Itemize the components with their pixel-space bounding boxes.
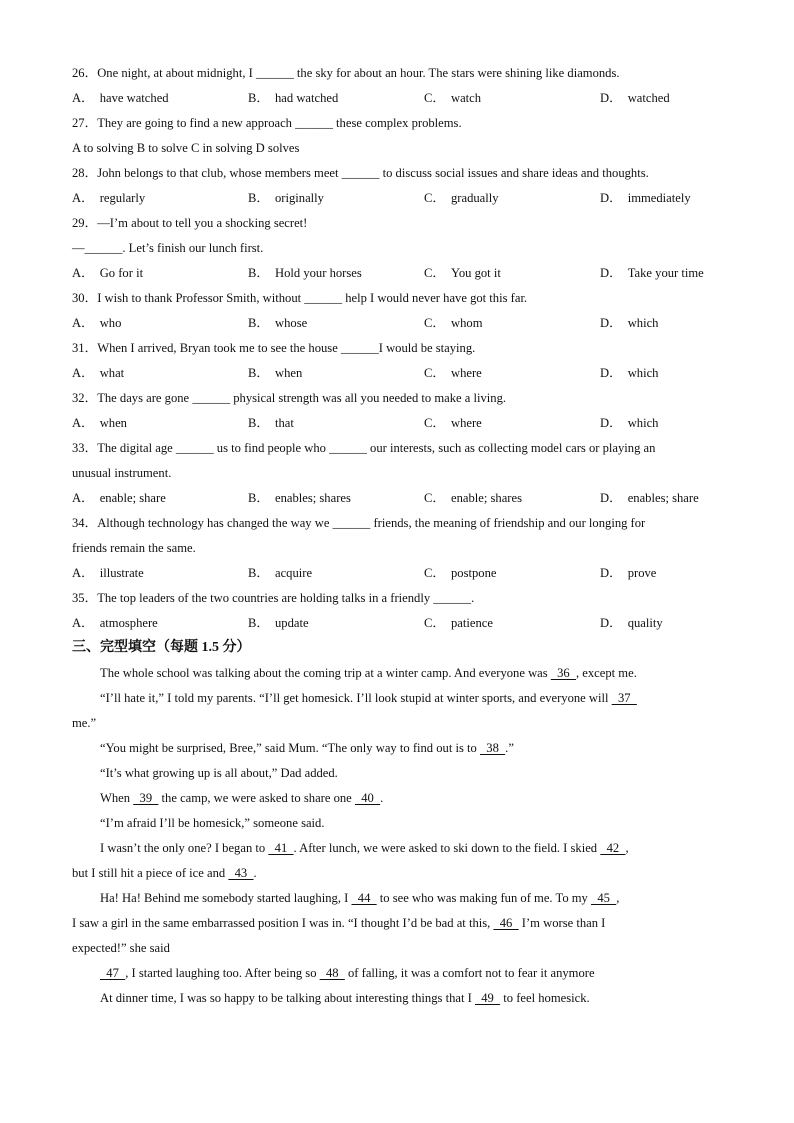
stem-text: Although technology has changed the way we: [97, 516, 333, 530]
option: [424, 88, 600, 113]
option-text: have watched: [99, 91, 169, 105]
passage-line: [72, 913, 732, 938]
option-text: illustrate: [99, 566, 144, 580]
option-key: D．: [600, 191, 622, 205]
option-text: whose: [275, 316, 308, 330]
option-key: B．: [248, 266, 269, 280]
passage-text: .: [253, 866, 257, 880]
answer-blank: ______: [295, 116, 333, 130]
answer-blank: ______: [340, 341, 379, 355]
passage-line: [72, 988, 732, 1013]
stem-text: —: [72, 241, 85, 255]
option-text: which: [627, 316, 659, 330]
stem-continuation: unusual instrument.: [72, 466, 172, 480]
passage-text: .”: [505, 741, 514, 755]
question-stem: [72, 588, 732, 613]
answer-blank: ______: [433, 591, 472, 605]
option: [424, 413, 600, 438]
option: [72, 363, 248, 388]
option: [600, 613, 732, 638]
option-key: A．: [72, 91, 94, 105]
passage-text: I saw a girl in the same embarrassed position I was in. “I thought I’d be bad at this,: [72, 916, 494, 930]
question-number: 26．: [72, 66, 98, 80]
question-number: 30．: [72, 291, 98, 305]
option: [248, 413, 424, 438]
stem-text: friends, the meaning of friendship and our longing for: [370, 516, 646, 530]
option-key: B．: [248, 566, 269, 580]
passage-text: “You might be surprised, Bree,” said Mum. “The only way to find out is to: [100, 741, 480, 755]
passage-text: “I’ll hate it,” I told my parents. “I’ll get homesick. I’ll look stupid at winter sports, and everyone will: [100, 691, 612, 705]
option-text: who: [99, 316, 122, 330]
question-stem: [72, 288, 732, 313]
option-key: C．: [424, 366, 445, 380]
option: [424, 188, 600, 213]
option-key: B．: [248, 416, 269, 430]
passage-text: At dinner time, I was so happy to be talking about interesting things that I: [100, 991, 475, 1005]
option-key: D．: [600, 616, 622, 630]
option-key: D．: [600, 566, 622, 580]
option-key: C．: [424, 191, 445, 205]
option-key: D．: [600, 266, 622, 280]
stem-text: physical strength was all you needed to make a living.: [230, 391, 507, 405]
passage-text: I wasn’t the only one? I began to: [100, 841, 269, 855]
option-text: gradually: [451, 191, 499, 205]
option-text: that: [275, 416, 294, 430]
passage-line: [72, 763, 732, 788]
option-key: A．: [72, 266, 94, 280]
answer-blank: ______: [304, 291, 343, 305]
option-key: A．: [72, 316, 94, 330]
option: [248, 563, 424, 588]
reply-line: [72, 238, 732, 263]
question-stem: [72, 438, 732, 463]
stem-text: these complex problems.: [332, 116, 462, 130]
question-number: 32．: [72, 391, 98, 405]
question-stem: [72, 113, 732, 138]
passage-text: of falling, it was a comfort not to fear it anymore: [344, 966, 595, 980]
options-row: [72, 88, 732, 113]
options-row: [72, 488, 732, 513]
passage-text: When: [100, 791, 134, 805]
passage-line: [72, 788, 732, 813]
options-row: [72, 613, 732, 638]
stem-text: .: [471, 591, 475, 605]
option-key: B．: [248, 91, 269, 105]
passage-line: [72, 938, 732, 963]
option-key: D．: [600, 491, 622, 505]
inline-options: A to solving B to solve C in solving D solves: [72, 141, 300, 155]
passage-text: to see who was making fun of me. To my: [376, 891, 592, 905]
passage-line: [72, 863, 732, 888]
option-text: when: [275, 366, 303, 380]
option: [424, 263, 600, 288]
option-text: Hold your horses: [275, 266, 362, 280]
option-text: immediately: [627, 191, 691, 205]
stem-text: the sky for about an hour. The stars were shining like diamonds.: [293, 66, 620, 80]
options-row: [72, 263, 732, 288]
option-key: D．: [600, 316, 622, 330]
cloze-blank: 46: [493, 916, 519, 930]
cloze-blank: 42: [600, 841, 626, 855]
option: [72, 613, 248, 638]
option-text: enables; shares: [275, 491, 351, 505]
passage-line: [72, 713, 732, 738]
option-key: C．: [424, 616, 445, 630]
option: [600, 188, 732, 213]
options-row: [72, 413, 732, 438]
option-key: A．: [72, 366, 94, 380]
stem-text: They are going to find a new approach: [97, 116, 296, 130]
option-key: C．: [424, 91, 445, 105]
stem-continuation: friends remain the same.: [72, 541, 196, 555]
option-key: B．: [248, 316, 269, 330]
option-key: B．: [248, 366, 269, 380]
answer-blank: ______: [341, 166, 380, 180]
option-text: acquire: [275, 566, 313, 580]
option: [72, 188, 248, 213]
passage-text: me.”: [72, 716, 97, 730]
passage-text: , except me.: [576, 666, 637, 680]
option: [248, 88, 424, 113]
stem-text: One night, at about midnight, I: [97, 66, 256, 80]
option: [600, 488, 732, 513]
option-text: originally: [275, 191, 324, 205]
stem-text: The days are gone: [97, 391, 193, 405]
option-key: C．: [424, 266, 445, 280]
exam-page: [72, 63, 732, 1013]
option-key: D．: [600, 91, 622, 105]
option-key: C．: [424, 491, 445, 505]
option: [72, 563, 248, 588]
option-text: watched: [627, 91, 670, 105]
passage-line: [72, 738, 732, 763]
stem-text: When I arrived, Bryan took me to see the house: [97, 341, 341, 355]
answer-blank: ______: [175, 441, 214, 455]
stem-text: help I would never have got this far.: [342, 291, 528, 305]
option-text: You got it: [451, 266, 501, 280]
option: [248, 363, 424, 388]
option: [248, 263, 424, 288]
passage-text: .: [380, 791, 384, 805]
option: [600, 263, 732, 288]
option: [72, 413, 248, 438]
option-key: C．: [424, 416, 445, 430]
stem-text: to discuss social issues and share ideas and thoughts.: [379, 166, 649, 180]
option-key: B．: [248, 616, 269, 630]
cloze-blank: 45: [591, 891, 617, 905]
option-text: watch: [451, 91, 482, 105]
stem-text: The top leaders of the two countries are holding talks in a friendly: [97, 591, 434, 605]
question-number: 29．: [72, 216, 98, 230]
passage-line: [72, 688, 732, 713]
question-stem: [72, 338, 732, 363]
passage-text: I’m worse than I: [518, 916, 606, 930]
option-key: C．: [424, 566, 445, 580]
passage-line: [72, 888, 732, 913]
option-text: enable; shares: [451, 491, 522, 505]
option: [248, 188, 424, 213]
option-text: quality: [627, 616, 663, 630]
option: [248, 313, 424, 338]
stem-text: The digital age: [97, 441, 176, 455]
option-text: prove: [627, 566, 657, 580]
option-text: postpone: [451, 566, 497, 580]
options-row: [72, 563, 732, 588]
option: [424, 563, 600, 588]
stem-text: John belongs to that club, whose members meet: [97, 166, 342, 180]
cloze-blank: 36: [550, 666, 576, 680]
option-key: A．: [72, 491, 94, 505]
passage-text: “It’s what growing up is all about,” Dad added.: [100, 766, 338, 780]
option: [424, 488, 600, 513]
option-text: Go for it: [99, 266, 144, 280]
answer-blank: ______: [329, 441, 367, 455]
cloze-blank: 43: [228, 866, 254, 880]
cloze-blank: 44: [351, 891, 377, 905]
option-text: where: [451, 416, 482, 430]
option-text: atmosphere: [99, 616, 158, 630]
cloze-blank: 41: [268, 841, 294, 855]
stem-text: —I’m about to tell you a shocking secret!: [97, 216, 308, 230]
option: [600, 413, 732, 438]
option-key: B．: [248, 491, 269, 505]
option: [424, 313, 600, 338]
cloze-blank: 40: [354, 791, 381, 805]
option-text: regularly: [99, 191, 146, 205]
cloze-blank: 38: [479, 741, 506, 755]
option-text: enable; share: [99, 491, 166, 505]
stem-text: I wish to thank Professor Smith, without: [97, 291, 305, 305]
passage-text: expected!” she said: [72, 941, 170, 955]
option: [72, 263, 248, 288]
option-key: B．: [248, 191, 269, 205]
question-stem: [72, 213, 732, 238]
passage-text: but I still hit a piece of ice and: [72, 866, 229, 880]
passage-line: [72, 963, 732, 988]
question-number: 33．: [72, 441, 98, 455]
option: [424, 363, 600, 388]
passage-text: Ha! Ha! Behind me somebody started laughing, I: [100, 891, 352, 905]
option-text: update: [275, 616, 309, 630]
stem-text: . Let’s finish our lunch first.: [122, 241, 264, 255]
option-key: A．: [72, 191, 94, 205]
option-key: A．: [72, 616, 94, 630]
question-number: 28．: [72, 166, 98, 180]
passage-text: ,: [616, 891, 620, 905]
option-text: which: [627, 416, 659, 430]
options-row: [72, 313, 732, 338]
option: [600, 563, 732, 588]
option: [600, 363, 732, 388]
section-heading: 三、完型填空（每题 1.5 分）: [72, 640, 251, 655]
option-text: when: [99, 416, 127, 430]
stem-text: I would be staying.: [378, 341, 476, 355]
answer-blank: ______: [332, 516, 371, 530]
question-number: 27．: [72, 116, 98, 130]
passage-text: , I started laughing too. After being so: [125, 966, 320, 980]
cloze-blank: 37: [611, 691, 637, 705]
option-text: which: [627, 366, 659, 380]
answer-blank: ______: [84, 241, 123, 255]
passage-text: ,: [625, 841, 629, 855]
passage-line: [72, 813, 732, 838]
question-stem: [72, 388, 732, 413]
option: [600, 88, 732, 113]
option-text: enables; share: [627, 491, 699, 505]
passage-text: the camp, we were asked to share one: [158, 791, 355, 805]
passage-text: “I’m afraid I’ll be homesick,” someone said.: [100, 816, 325, 830]
stem-text: us to find people who: [213, 441, 330, 455]
options-row: [72, 363, 732, 388]
option: [72, 313, 248, 338]
question-number: 34．: [72, 516, 98, 530]
question-stem: [72, 163, 732, 188]
question-number: 35．: [72, 591, 98, 605]
option: [72, 88, 248, 113]
cloze-blank: 48: [319, 966, 345, 980]
option: [424, 613, 600, 638]
question-stem: [72, 513, 732, 538]
answer-blank: ______: [192, 391, 231, 405]
passage-text: . After lunch, we were asked to ski down to the field. I skied: [293, 841, 601, 855]
option-text: where: [451, 366, 482, 380]
option-text: Take your time: [627, 266, 704, 280]
option-key: A．: [72, 566, 94, 580]
option-key: D．: [600, 416, 622, 430]
option: [72, 488, 248, 513]
options-row: [72, 188, 732, 213]
option-key: D．: [600, 366, 622, 380]
passage-text: The whole school was talking about the coming trip at a winter camp. And everyone was: [100, 666, 551, 680]
question-stem: [72, 63, 732, 88]
stem-text: our interests, such as collecting model cars or playing an: [366, 441, 656, 455]
cloze-blank: 47: [100, 966, 126, 980]
option-text: had watched: [275, 91, 339, 105]
passage-text: to feel homesick.: [500, 991, 590, 1005]
option-text: what: [99, 366, 125, 380]
option-text: whom: [451, 316, 483, 330]
option: [248, 488, 424, 513]
option: [600, 313, 732, 338]
option-key: A．: [72, 416, 94, 430]
option-text: patience: [451, 616, 493, 630]
cloze-blank: 39: [133, 791, 159, 805]
cloze-blank: 49: [474, 991, 501, 1005]
passage-line: [72, 663, 732, 688]
question-number: 31．: [72, 341, 98, 355]
passage-line: [72, 838, 732, 863]
option: [248, 613, 424, 638]
option-key: C．: [424, 316, 445, 330]
answer-blank: ______: [256, 66, 294, 80]
